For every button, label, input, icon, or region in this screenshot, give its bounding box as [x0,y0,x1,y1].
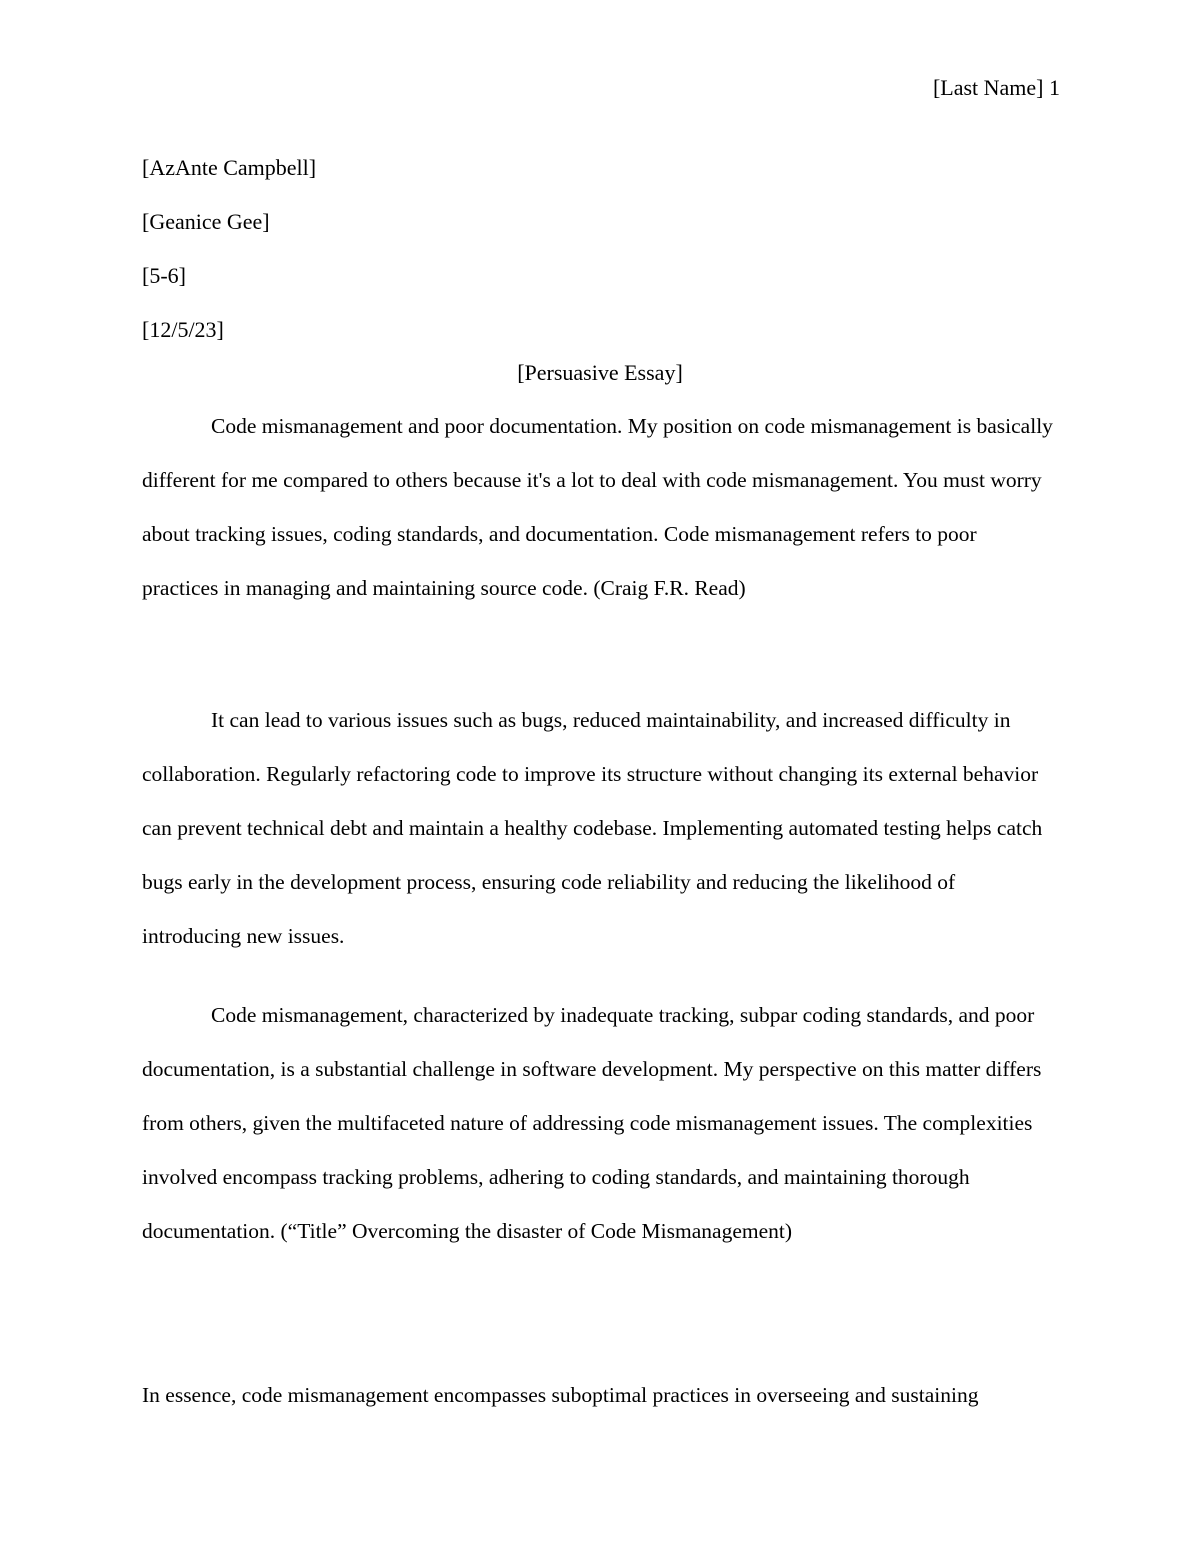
essay-title: [Persuasive Essay] [517,360,683,385]
mla-heading [142,141,1062,357]
instructor-name: [Geanice Gee] [142,209,270,234]
course-name: [5-6] [142,263,186,288]
running-head: [Last Name] 1 [932,75,1060,100]
paragraph-3: Code mismanagement, characterized by inadequate tracking, subpar coding standards, and poor documentation, is a substantial challenge in software development. My perspective on this matter differs from others, given the multifaceted nature of addressing code mismanagement issues. The complexities involved encompass tracking problems, adhering to coding standards, and maintaining thorough documentation. (“Title” Overcoming the disaster of Code Mismanagement) [142,1003,1042,1243]
paragraph-1: Code mismanagement and poor documentation. My position on code mismanagement is basically different for me compared to others because it's a lot to deal with code mismanagement. You must worry about tracking issues, coding standards, and documentation. Code mismanagement refers to poor practices in managing and maintaining source code. (Craig F.R. Read) [142,414,1053,600]
paragraph-4: In essence, code mismanagement encompasses suboptimal practices in overseeing and sustaining [142,1383,979,1407]
essay-date: [12/5/23] [142,317,224,342]
paragraph-2: It can lead to various issues such as bugs, reduced maintainability, and increased difficulty in collaboration. Regularly refactoring code to improve its structure without changing its external behavior can prevent technical debt and maintain a healthy codebase. Implementing automated testing helps catch bugs early in the development process, ensuring code reliability and reducing the likelihood of introducing new issues. [142,708,1043,948]
student-name: [AzAnte Campbell] [142,155,317,180]
